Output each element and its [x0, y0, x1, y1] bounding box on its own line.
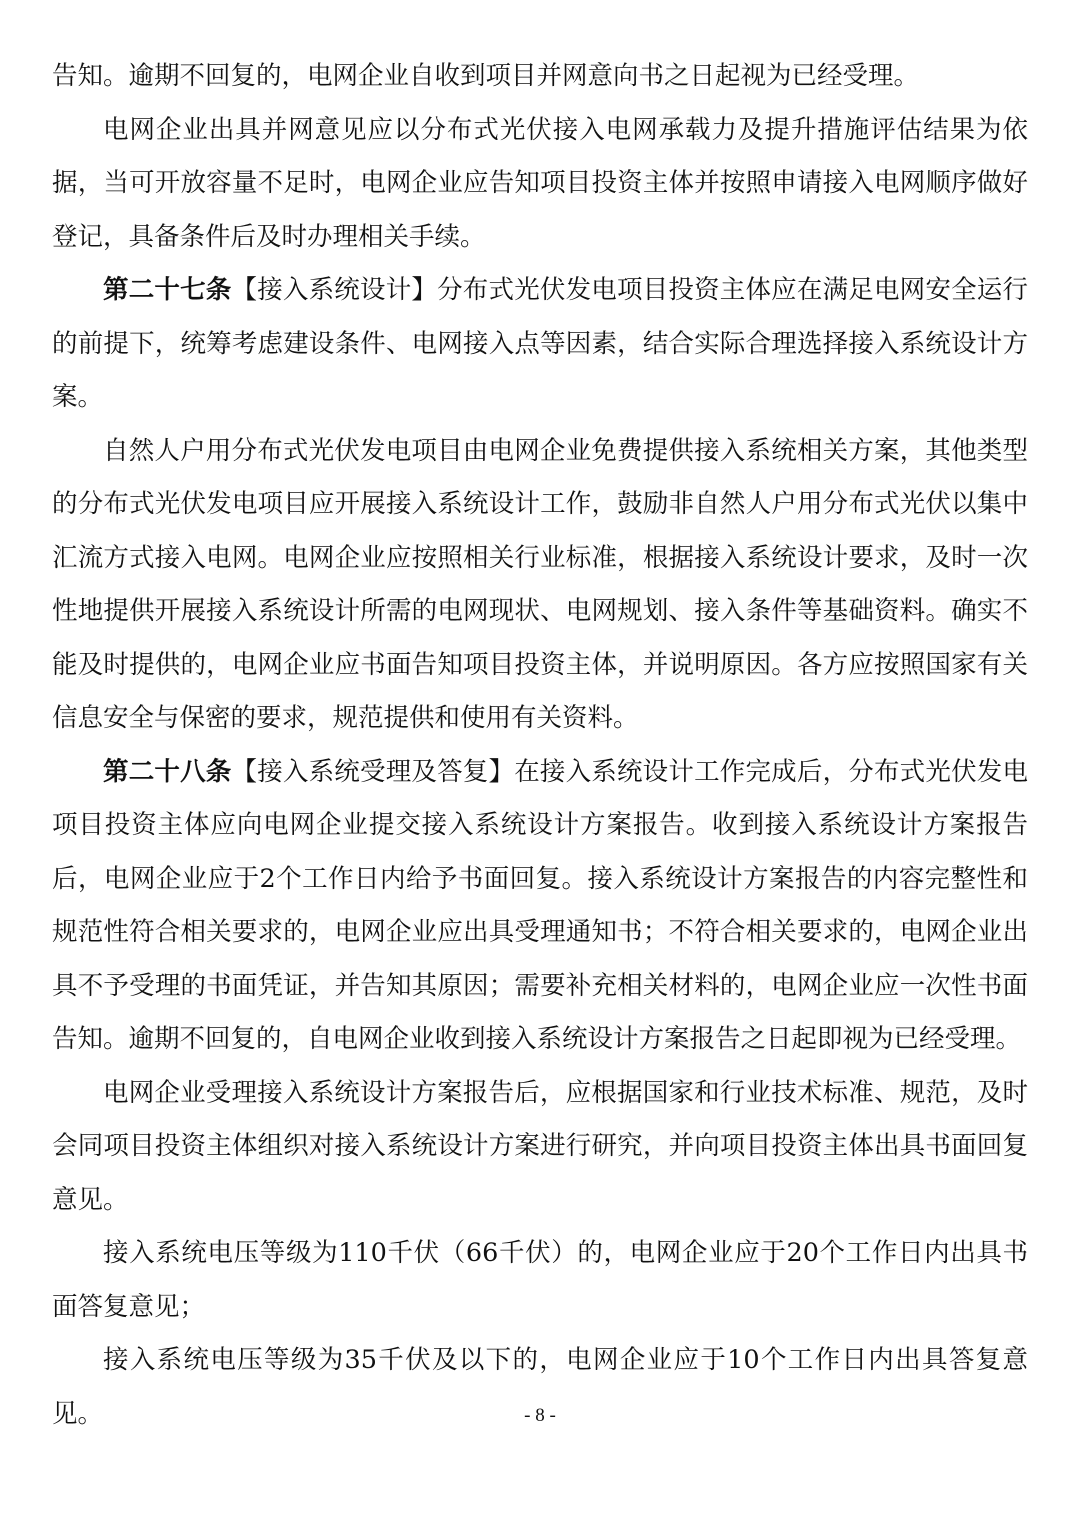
article-27-paragraph [52, 264, 1028, 425]
page-number: - 8 - [524, 1405, 556, 1426]
article-title: 第二十七条 [103, 275, 232, 305]
paragraph-text: 【接入系统设计】分布式光伏发电项目投资主体应在满足电网安全运行的前提下，统筹考虑建设条件、电网接入点等因素，结合实际合理选择接入系统设计方案。 [52, 275, 1028, 412]
paragraph [52, 425, 1028, 746]
paragraph-text: 【接入系统受理及答复】在接入系统设计工作完成后，分布式光伏发电项目投资主体应向电网企业提交接入系统设计方案报告。收到接入系统设计方案报告后，电网企业应于2个工作日内给予书面回复。接入系统设计方案报告的内容完整性和规范性符合相关要求的，电网企业应出具受理通知书；不符合相关要求的，电网企业出具不予受理的书面凭证，并告知其原因；需要补充相关材料的，电网企业应一次性书面告知。逾期不回复的，自电网企业收到接入系统设计方案报告之日起即视为已经受理。 [52, 756, 1028, 1054]
paragraph [52, 1067, 1028, 1228]
paragraph-text: 电网企业出具并网意见应以分布式光伏接入电网承载力及提升措施评估结果为依据，当可开放容量不足时，电网企业应告知项目投资主体并按照申请接入电网顺序做好登记，具备条件后及时办理相关手续。 [52, 114, 1028, 252]
paragraph [52, 104, 1028, 265]
paragraph [52, 50, 1028, 104]
article-28-paragraph [52, 746, 1028, 1067]
paragraph-text: 接入系统电压等级为35千伏及以下的，电网企业应于10个工作日内出具答复意见。 [52, 1345, 1028, 1429]
paragraph-text: 接入系统电压等级为110千伏（66千伏）的，电网企业应于20个工作日内出具书面答复意见； [52, 1238, 1028, 1322]
paragraph-text: 电网企业受理接入系统设计方案报告后，应根据国家和行业技术标准、规范，及时会同项目投资主体组织对接入系统设计方案进行研究，并向项目投资主体出具书面回复意见。 [52, 1077, 1028, 1215]
paragraph-text: 告知。逾期不回复的，电网企业自收到项目并网意向书之日起视为已经受理。 [52, 61, 920, 91]
paragraph-text: 自然人户用分布式光伏发电项目由电网企业免费提供接入系统相关方案，其他类型的分布式光伏发电项目应开展接入系统设计工作，鼓励非自然人户用分布式光伏以集中汇流方式接入电网。电网企业应按照相关行业标准，根据接入系统设计要求，及时一次性地提供开展接入系统设计所需的电网现状、电网规划、接入条件等基础资料。确实不能及时提供的，电网企业应书面告知项目投资主体，并说明原因。各方应按照国家有关信息安全与保密的要求，规范提供和使用有关资料。 [52, 435, 1028, 733]
article-title: 第二十八条 [103, 756, 232, 787]
paragraph [52, 1227, 1028, 1334]
